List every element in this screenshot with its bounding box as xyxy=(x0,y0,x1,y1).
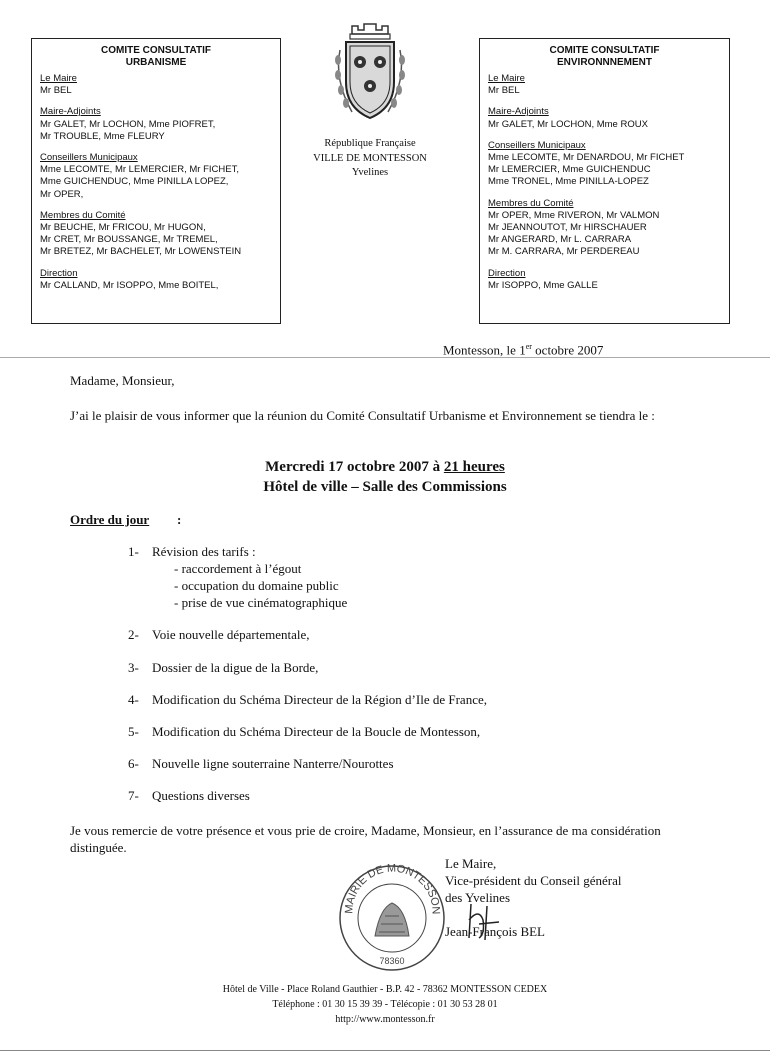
closing-paragraph: Je vous remercie de votre présence et vous prie de croire, Madame, Monsieur, en l’assurance de ma considération distinguée. xyxy=(70,823,661,855)
date-prefix: Montesson, le 1 xyxy=(443,342,526,358)
member-line: Mr TROUBLE, Mme FLEURY xyxy=(40,130,165,142)
agenda-item xyxy=(128,788,250,804)
section-title: Direction xyxy=(488,267,526,279)
member-line: Mr ANGERARD, Mr L. CARRARA xyxy=(488,234,632,246)
intro-paragraph: J’ai le plaisir de vous informer que la réunion du Comité Consultatif Urbanisme et Environnement se tiendra le : xyxy=(70,408,655,423)
salutation: Madame, Monsieur, xyxy=(70,373,175,388)
member-line: Mr BEL xyxy=(488,85,520,97)
agenda-item-number: 1- xyxy=(128,544,139,559)
member-line: Mme LECOMTE, Mr LEMERCIER, Mr FICHET, xyxy=(40,164,239,176)
section-title: Maire-Adjoints xyxy=(488,106,549,118)
section-title: Conseillers Municipaux xyxy=(488,139,586,151)
agenda-item-text: Dossier de la digue de la Borde, xyxy=(152,660,319,675)
date-suffix: octobre 2007 xyxy=(531,342,604,358)
members-section xyxy=(488,198,721,259)
letterhead xyxy=(290,137,450,181)
letterhead-department: Yvelines xyxy=(351,167,389,178)
divider xyxy=(0,357,770,358)
members-section xyxy=(488,268,721,292)
members-list xyxy=(40,73,272,292)
signature-name: Jean-François BEL xyxy=(445,924,546,939)
member-line: Mr GALET, Mr LOCHON, Mme ROUX xyxy=(488,118,648,130)
member-line: Mme TRONEL, Mme PINILLA-LOPEZ xyxy=(488,176,649,188)
member-line: Mr OPER, Mme RIVERON, Mr VALMON xyxy=(488,209,660,221)
member-line: Mme LECOMTE, Mr DENARDOU, Mr FICHET xyxy=(488,152,685,164)
agenda-item-number: 6- xyxy=(128,756,139,771)
agenda-item-text: Modification du Schéma Directeur de la Boucle de Montesson, xyxy=(152,724,481,739)
box-title-line1: COMITE CONSULTATIF xyxy=(549,45,660,56)
members-section xyxy=(488,73,721,97)
meeting-place: Hôtel de ville – Salle des Commissions xyxy=(263,479,507,495)
letter-date xyxy=(443,342,603,358)
agenda-item xyxy=(128,724,480,740)
agenda-item xyxy=(128,756,394,772)
agenda-item-text: Questions diverses xyxy=(152,788,250,803)
meeting-info xyxy=(0,457,770,497)
agenda-item xyxy=(128,660,318,676)
member-line: Mr ISOPPO, Mme GALLE xyxy=(488,279,598,291)
agenda-item-text: Révision des tarifs : xyxy=(152,544,256,559)
handwritten-signature-icon xyxy=(465,898,505,943)
stamp-code: 78360 xyxy=(379,956,405,966)
members-list xyxy=(488,73,721,292)
members-section xyxy=(488,140,721,189)
section-title: Le Maire xyxy=(40,73,77,84)
section-title: Le Maire xyxy=(488,73,525,84)
signature-title: Vice-président du Conseil général xyxy=(445,873,622,888)
agenda-item-number: 4- xyxy=(128,692,139,707)
agenda-item-number: 3- xyxy=(128,660,139,675)
agenda-subitem: - prise de vue cinématographique xyxy=(174,595,348,610)
members-section xyxy=(40,152,272,201)
committee-box-environnement xyxy=(479,38,730,324)
member-line: Mr BRETEZ, Mr BACHELET, Mr LOWENSTEIN xyxy=(40,246,242,258)
section-title: Maire-Adjoints xyxy=(40,106,101,118)
letterhead-republique: République Française xyxy=(324,138,416,149)
letterhead-city: VILLE DE MONTESSON xyxy=(313,152,427,164)
footer xyxy=(0,982,770,1027)
agenda-subitem: - occupation du domaine public xyxy=(174,578,339,593)
meeting-date xyxy=(0,457,770,477)
agenda-item-text: Nouvelle ligne souterraine Nanterre/Nourottes xyxy=(152,756,394,771)
member-line: Mr GALET, Mr LOCHON, Mme PIOFRET, xyxy=(40,118,216,130)
section-title: Direction xyxy=(40,267,78,279)
agenda-item xyxy=(128,692,487,708)
box-title-line2: URBANISME xyxy=(125,57,187,68)
member-line: Mr BEUCHE, Mr FRICOU, Mr HUGON, xyxy=(40,222,206,234)
agenda-subitem: - raccordement à l’égout xyxy=(174,561,302,576)
members-section xyxy=(40,268,272,292)
date-sup: er xyxy=(525,342,532,351)
member-line: Mr CRET, Mr BOUSSANGE, Mr TREMEL, xyxy=(40,234,218,246)
signature-role: Le Maire, xyxy=(445,856,497,871)
member-line: Mr CALLAND, Mr ISOPPO, Mme BOITEL, xyxy=(40,279,219,291)
meeting-day: Mercredi 17 octobre 2007 à xyxy=(265,459,444,475)
bottom-divider xyxy=(0,1050,770,1051)
members-section xyxy=(40,106,272,143)
members-section xyxy=(488,106,721,130)
agenda-title: Ordre du jour xyxy=(70,512,150,527)
mairie-stamp-icon xyxy=(335,858,450,973)
footer-phone: Téléphone : 01 30 15 39 39 - Télécopie : 01 30 53 28 01 xyxy=(272,999,498,1010)
footer-website: http://www.montesson.fr xyxy=(335,1014,435,1025)
section-title: Membres du Comité xyxy=(40,209,126,221)
agenda-item xyxy=(128,627,310,643)
member-line: Mr JEANNOUTOT, Mr HIRSCHAUER xyxy=(488,222,647,234)
agenda-item xyxy=(128,544,256,560)
agenda-item-text: Voie nouvelle départementale, xyxy=(152,627,310,642)
member-line: Mr M. CARRARA, Mr PERDEREAU xyxy=(488,246,640,258)
agenda-item-number: 7- xyxy=(128,788,139,803)
agenda-item-text: Modification du Schéma Directeur de la Région d’Ile de France, xyxy=(152,692,487,707)
stamp-text: MAIRIE DE MONTESSON xyxy=(343,862,442,915)
footer-address: Hôtel de Ville - Place Roland Gauthier - B.P. 42 - 78362 MONTESSON CEDEX xyxy=(222,984,548,995)
members-section xyxy=(40,73,272,97)
city-coat-of-arms-icon xyxy=(330,20,410,138)
signature-region: des Yvelines xyxy=(445,890,511,905)
box-title-line1: COMITE CONSULTATIF xyxy=(101,45,211,56)
meeting-time: 21 heures xyxy=(443,459,505,475)
committee-box-urbanisme xyxy=(31,38,281,324)
agenda-item-number: 2- xyxy=(128,627,139,642)
section-title: Conseillers Municipaux xyxy=(40,152,138,164)
agenda-item-number: 5- xyxy=(128,724,139,739)
member-line: Mme GUICHENDUC, Mme PINILLA LOPEZ, xyxy=(40,176,229,188)
box-title-line2: ENVIRONNNEMENT xyxy=(556,57,652,68)
member-line: Mr OPER, xyxy=(40,188,84,200)
members-section xyxy=(40,210,272,259)
member-line: Mr LEMERCIER, Mme GUICHENDUC xyxy=(488,164,651,176)
section-title: Membres du Comité xyxy=(488,197,574,209)
agenda-title-colon: : xyxy=(177,512,182,527)
member-line: Mr BEL xyxy=(40,85,72,97)
